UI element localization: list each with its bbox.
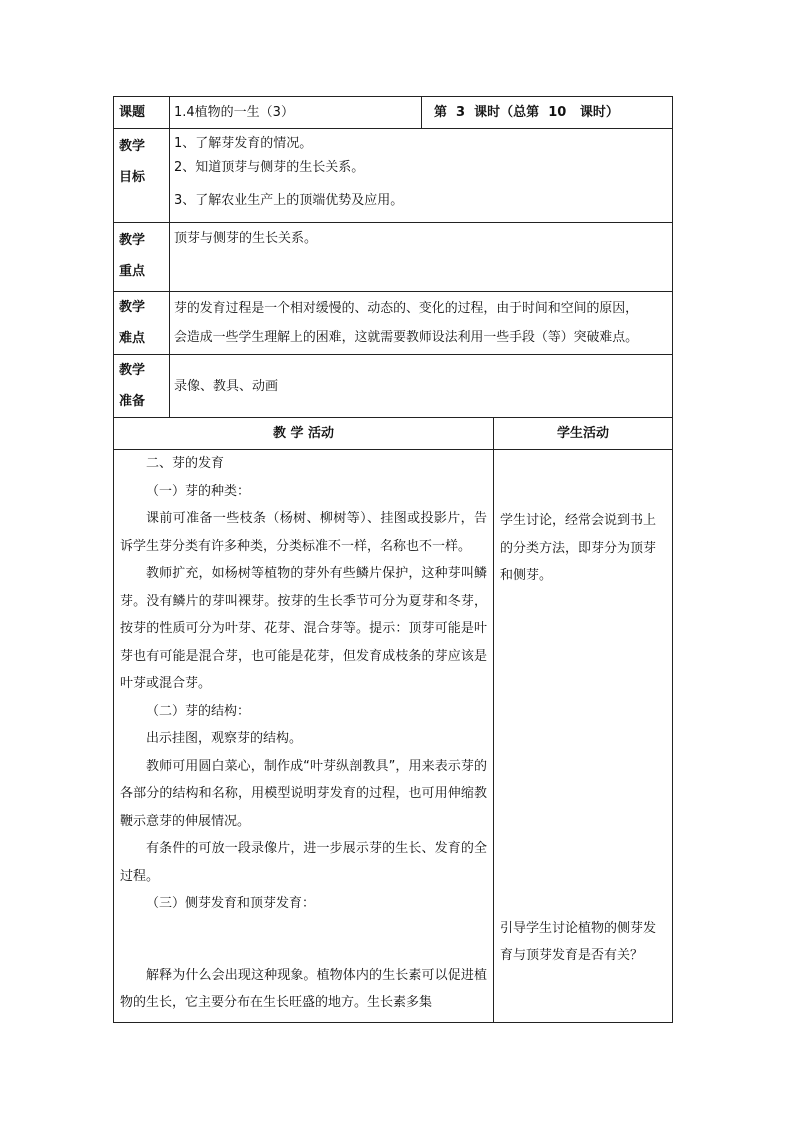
preparation-label-line2: 准备 bbox=[119, 394, 146, 409]
topic-label: 课题 bbox=[114, 97, 170, 129]
objectives-label-line2: 目标 bbox=[119, 170, 146, 185]
key-points-label-line1: 教学 bbox=[119, 233, 146, 248]
key-points-row bbox=[114, 223, 673, 292]
objective-item: 2、知道顶芽与侧芽的生长关系。 bbox=[174, 160, 365, 175]
difficulties-line: 会造成一些学生理解上的困难，这就需要教师设法利用一些手段（等）突破难点。 bbox=[174, 330, 639, 345]
student-activity-header: 学生活动 bbox=[494, 418, 673, 450]
activity-paragraph: 二、芽的发育 bbox=[146, 456, 225, 471]
activity-header-row bbox=[114, 418, 673, 450]
activity-paragraph: 出示挂图，观察芽的结构。 bbox=[146, 731, 303, 746]
preparation-content bbox=[170, 355, 673, 418]
activity-paragraph: 有条件的可放一段录像片，进一步展示芽的生长、发育的全过程。 bbox=[120, 841, 487, 884]
difficulties-line: 芽的发育过程是一个相对缓慢的、动态的、变化的过程，由于时间和空间的原因， bbox=[174, 301, 639, 316]
lesson-plan-table bbox=[113, 96, 673, 1023]
difficulties-label bbox=[114, 292, 170, 355]
objective-item: 1、了解芽发育的情况。 bbox=[174, 136, 313, 151]
activity-paragraph: （一）芽的种类： bbox=[146, 483, 251, 499]
student-activity-1: 学生讨论，经常会说到书上的分类方法，即芽分为顶芽和侧芽。 bbox=[500, 513, 657, 583]
key-points-label-line2: 重点 bbox=[119, 264, 146, 279]
preparation-label bbox=[114, 355, 170, 418]
activity-row bbox=[114, 450, 673, 1023]
objectives-label-line1: 教学 bbox=[119, 139, 146, 154]
objectives-content bbox=[170, 129, 673, 223]
key-points-text: 顶芽与侧芽的生长关系。 bbox=[174, 231, 318, 246]
activity-paragraph: （二）芽的结构： bbox=[146, 703, 251, 719]
preparation-text: 录像、教具、动画 bbox=[174, 378, 279, 394]
topic-title: 1.4植物的一生（3） bbox=[170, 97, 422, 129]
lesson-number: 第 3 课时（总第 10 课时） bbox=[422, 97, 673, 129]
student-activities bbox=[494, 450, 673, 1023]
difficulties-label-line1: 教学 bbox=[119, 300, 146, 315]
difficulties-content bbox=[170, 292, 673, 355]
teacher-activities bbox=[114, 450, 494, 1023]
difficulties-label-line2: 难点 bbox=[119, 331, 146, 346]
teacher-activity-header: 教 学 活动 bbox=[114, 418, 494, 450]
student-activity-2: 引导学生讨论植物的侧芽发育与顶芽发育是否有关？ bbox=[500, 920, 657, 963]
activity-blank-line bbox=[120, 918, 487, 962]
difficulties-row bbox=[114, 292, 673, 355]
activity-paragraph: 教师扩充，如杨树等植物的芽外有些鳞片保护，这种芽叫鳞芽。没有鳞片的芽叫裸芽。按芽的生长季节可分为夏芽和冬芽，按芽的性质可分为叶芽、花芽、混合芽等。提示：顶芽可能是叶芽也有可能是混合芽，也可能是花芽，但发育成枝条的芽应该是叶芽或混合芽。 bbox=[120, 566, 487, 691]
activity-paragraph: （三）侧芽发育和顶芽发育： bbox=[146, 896, 316, 911]
key-points-label bbox=[114, 223, 170, 292]
activity-paragraph: 教师可用圆白菜心，制作成“叶芽纵剖教具”，用来表示芽的各部分的结构和名称，用模型说明芽发育的过程，也可用伸缩教鞭示意芽的伸展情况。 bbox=[120, 758, 487, 829]
activity-paragraph: 课前可准备一些枝条（杨树、柳树等）、挂图或投影片，告诉学生芽分类有许多种类，分类标准不一样，名称也不一样。 bbox=[120, 511, 487, 554]
key-points-content bbox=[170, 223, 673, 292]
objective-item: 3、了解农业生产上的顶端优势及应用。 bbox=[174, 193, 404, 208]
objectives-label bbox=[114, 129, 170, 223]
objectives-row bbox=[114, 129, 673, 223]
preparation-row bbox=[114, 355, 673, 418]
preparation-label-line1: 教学 bbox=[119, 363, 146, 378]
topic-row bbox=[114, 97, 673, 129]
activity-paragraph: 解释为什么会出现这种现象。植物体内的生长素可以促进植物的生长，它主要分布在生长旺盛的地方。生长素多集 bbox=[120, 967, 487, 1010]
